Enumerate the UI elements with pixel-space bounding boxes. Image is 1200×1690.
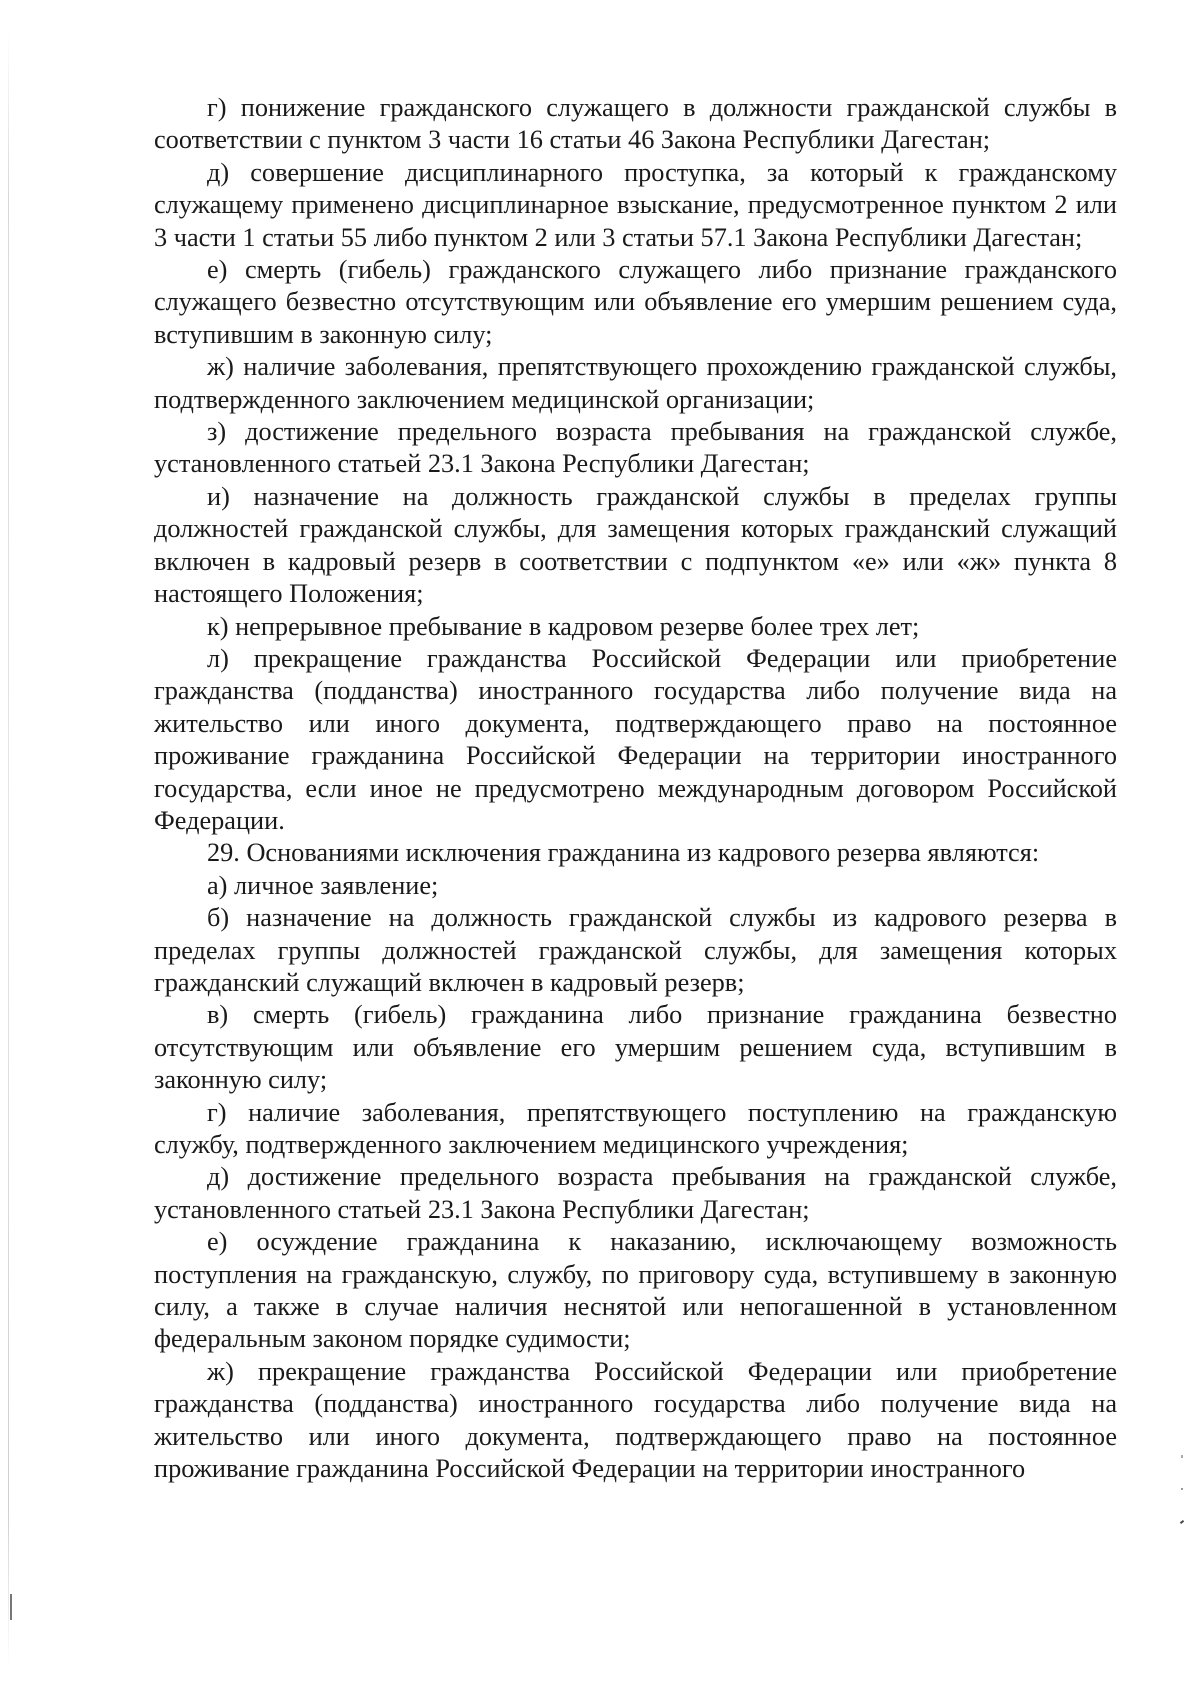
paragraph-i-appointment: и) назначение на должность гражданской службы в пределах группы должностей гражданской службы, для замещения которых гражданский служащий включен в кадровый резерв в соответствии с подпунктом «е» или «ж» пункта 8 настоящего Положения; (154, 481, 1117, 609)
scan-speck (1181, 1488, 1183, 1490)
section-29-heading: 29. Основаниями исключения гражданина из кадрового резерва являются: (207, 838, 1040, 868)
paragraph-z-age-limit: з) достижение предельного возраста пребывания на гражданской службе, установленного статьей 23.1 Закона Республики Дагестан; (154, 417, 1117, 479)
paragraph-zh-citizenship: ж) прекращение гражданства Российской Федерации или приобретение гражданства (подданства) иностранного государства либо получение вида на жительство или иного документа, подтверждающего право на постоянное проживание гражданина Российской Федерации на территории иностранного (154, 1356, 1117, 1484)
paragraph-v-death: в) смерть (гибель) гражданина либо признание гражданина безвестно отсутствующим или объявление его умершим решением суда, вступившим в законную силу; (154, 1000, 1117, 1095)
scan-speck (10, 1594, 12, 1620)
paragraph-zh-illness: ж) наличие заболевания, препятствующего прохождению гражданской службы, подтвержденного заключением медицинской организации; (154, 352, 1117, 414)
paragraph-e-conviction: е) осуждение гражданина к наказанию, исключающему возможность поступления на гражданскую, службу, по приговору суда, вступившему в законную силу, а также в случае наличия неснятой или непогашенной в установленном федеральным законом порядке судимости; (154, 1227, 1117, 1354)
paragraph-l-citizenship: л) прекращение гражданства Российской Федерации или приобретение гражданства (подданства) иностранного государства либо получение вида на жительство или иного документа, подтверждающего право на постоянное проживание гражданина Российской Федерации на территории иностранного государства, если иное не предусмотрено международным договором Российской Федерации. (154, 643, 1117, 835)
scan-speck (1181, 1455, 1183, 1458)
paragraph-a-application: а) личное заявление; (207, 870, 439, 900)
paragraph-b-appointment: б) назначение на должность гражданской службы из кадрового резерва в пределах группы должностей гражданской службы, для замещения которых гражданский служащий включен в кадровый резерв; (154, 903, 1117, 997)
scan-edge (8, 30, 9, 1670)
paragraph-d-disciplinary: д) совершение дисциплинарного проступка, за который к гражданскому служащему применено дисциплинарное взыскание, предусмотренное пунктом 2 или 3 части 1 статьи 55 либо пунктом 2 или 3 статьи 57.1 Закона Республики Дагестан; (154, 157, 1117, 252)
paragraph-g-demotion: г) понижение гражданского служащего в должности гражданской службы в соответствии с пунктом 3 части 16 статьи 46 Закона Республики Дагестан; (154, 93, 1117, 155)
paragraph-d-age-limit: д) достижение предельного возраста пребывания на гражданской службе, установленного статьей 23.1 Закона Республики Дагестан; (154, 1162, 1117, 1224)
paragraph-g-illness: г) наличие заболевания, препятствующего поступлению на гражданскую службу, подтвержденного заключением медицинского учреждения; (154, 1097, 1117, 1159)
scan-speck (1180, 1520, 1184, 1524)
document-page (154, 92, 1117, 1485)
paragraph-k-three-years: к) непрерывное пребывание в кадровом резерве более трех лет; (207, 611, 920, 641)
paragraph-e-death: е) смерть (гибель) гражданского служащего либо признание гражданского служащего безвестно отсутствующим или объявление его умершим решением суда, вступившим в законную силу; (154, 255, 1117, 349)
